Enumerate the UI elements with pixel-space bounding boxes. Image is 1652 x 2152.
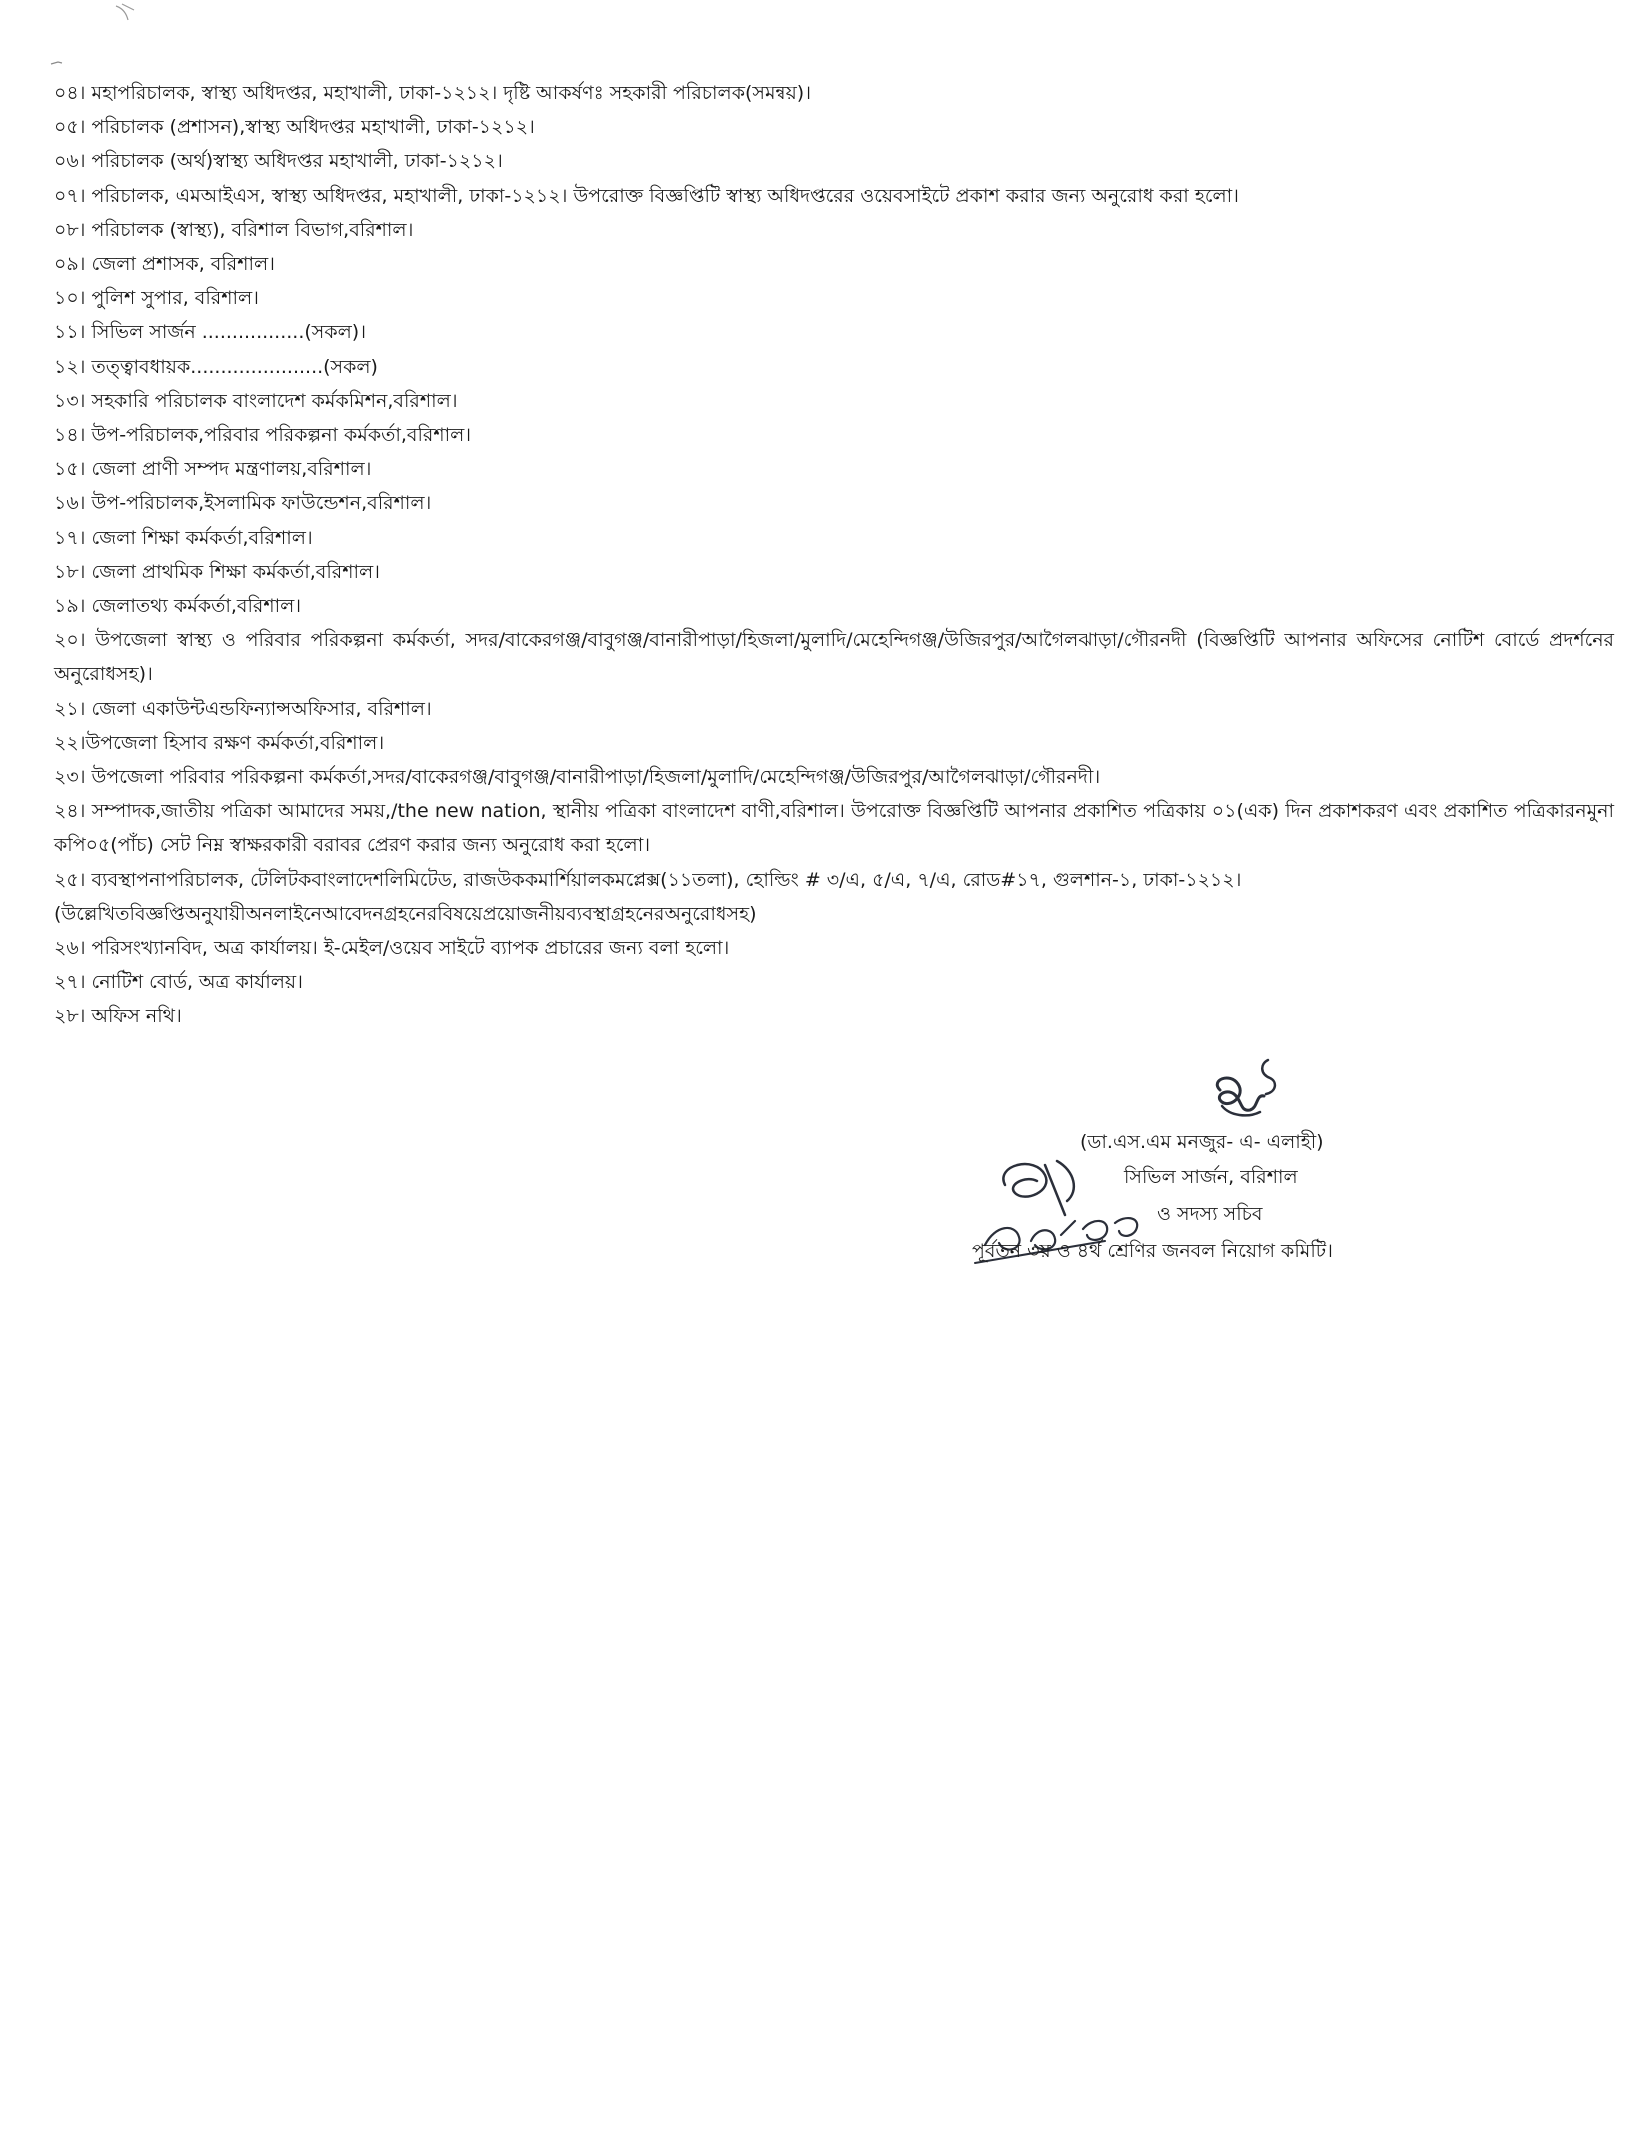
list-item: ১৯। জেলাতথ্য কর্মকর্তা,বরিশাল।	[54, 595, 302, 618]
signatory-role: ও সদস্য সচিব	[1157, 1203, 1263, 1225]
margin-mark	[50, 60, 64, 66]
list-item: ১৪। উপ-পরিচালক,পরিবার পরিকল্পনা কর্মকর্তা,বরিশাল।	[54, 424, 472, 447]
list-item: ১৫। জেলা প্রাণী সম্পদ মন্ত্রণালয়,বরিশাল।	[54, 458, 372, 481]
distribution-list	[54, 76, 1614, 1034]
signatory-name: (ডা.এস.এম মনজুর- এ- এলাহী)	[1080, 1131, 1324, 1153]
signatory-designation: সিভিল সার্জন, বরিশাল	[1124, 1166, 1298, 1188]
list-item: ২০। উপজেলা স্বাস্থ্য ও পরিবার পরিকল্পনা কর্মকর্তা, সদর/বাকেরগঞ্জ/বাবুগঞ্জ/বানারীপাড়া/হিজলা/মুলাদি/মেহেন্দিগঞ্জ/উজিরপুর/আগৈলঝাড়া/গৌরনদী (বিজ্ঞপ্তিটি আপনার অফিসের নোটিশ বোর্ডে প্রদর্শনের অনুরোধসহ)।	[54, 629, 1614, 686]
committee-name: পূর্বতন ৩য় ও ৪র্থ শ্রেণির জনবল নিয়োগ কমিটি।	[972, 1240, 1333, 1262]
list-item: ১৭। জেলা শিক্ষা কর্মকর্তা,বরিশাল।	[54, 526, 313, 549]
list-item: ১৩। সহকারি পরিচালক বাংলাদেশ কর্মকমিশন,বরিশাল।	[54, 389, 458, 412]
list-item: ০৭। পরিচালক, এমআইএস, স্বাস্থ্য অধিদপ্তর, মহাখালী, ঢাকা-১২১২। উপরোক্ত বিজ্ঞপ্তিটি স্বাস্থ্য অধিদপ্তরের ওয়েবসাইটে প্রকাশ করার জন্য অনুরোধ করা হলো।	[54, 184, 1239, 207]
list-item: ০৬। পরিচালক (অর্থ)স্বাস্থ্য অধিদপ্তর মহাখালী, ঢাকা-১২১২।	[54, 150, 503, 173]
list-item: ১১। সিভিল সার্জন .................(সকল)।	[54, 321, 367, 344]
list-item: ২২।উপজেলা হিসাব রক্ষণ কর্মকর্তা,বরিশাল।	[54, 731, 385, 754]
list-item: ১৬। উপ-পরিচালক,ইসলামিক ফাউন্ডেশন,বরিশাল।	[54, 492, 432, 515]
list-item: ২৪। সম্পাদক,জাতীয় পত্রিকা আমাদের সময়,/the new nation, স্থানীয় পত্রিকা বাংলাদেশ বাণী,বরিশাল। উপরোক্ত বিজ্ঞপ্তিটি আপনার প্রকাশিত পত্রিকায় ০১(এক) দিন প্রকাশকরণ এবং প্রকাশিত পত্রিকারনমুনা কপি০৫(পাঁচ) সেট নিম্ন স্বাক্ষরকারী বরাবর প্রেরণ করার জন্য অনুরোধ করা হলো।	[54, 800, 1614, 857]
list-item: ১০। পুলিশ সুপার, বরিশাল।	[54, 287, 259, 310]
list-item: ০৯। জেলা প্রশাসক, বরিশাল।	[54, 253, 275, 276]
list-item: ১৮। জেলা প্রাথমিক শিক্ষা কর্মকর্তা,বরিশাল।	[54, 560, 380, 583]
handwritten-date-initial	[975, 1145, 1175, 1265]
handwritten-signature	[1160, 1050, 1300, 1140]
list-item: ২৭। নোটিশ বোর্ড, অত্র কার্যালয়।	[54, 971, 303, 994]
list-item: ২৫। ব্যবস্থাপনাপরিচালক, টেলিটকবাংলাদেশলিমিটেড, রাজউককমার্শিয়ালকমপ্লেক্স(১১তলা), হোল্ডিং # ৩/এ, ৫/এ, ৭/এ, রোড#১৭, গুলশান-১, ঢাকা-১২১২।	[54, 868, 1242, 891]
list-item: ১২। তত্ত্বাবধায়ক......................(সকল)	[54, 355, 378, 378]
list-item-note: (উল্লেখিতবিজ্ঞপ্তিঅনুযায়ীঅনলাইনেআবেদনগ্রহনেরবিষয়েপ্রয়োজনীয়ব্যবস্থাগ্রহনেরঅনুরোধসহ)	[54, 902, 757, 925]
list-item: ০৮। পরিচালক (স্বাস্থ্য), বরিশাল বিভাগ,বরিশাল।	[54, 218, 414, 241]
list-item: ০৪। মহাপরিচালক, স্বাস্থ্য অধিদপ্তর, মহাখালী, ঢাকা-১২১২। দৃষ্টি আকর্ষণঃ সহকারী পরিচালক(সমন্বয়)।	[54, 82, 812, 104]
list-item: ২৬। পরিসংখ্যানবিদ, অত্র কার্যালয়। ই-মেইল/ওয়েব সাইটে ব্যাপক প্রচারের জন্য বলা হলো।	[54, 937, 730, 960]
corner-scribble	[112, 2, 138, 24]
list-item: ০৫। পরিচালক (প্রশাসন),স্বাস্থ্য অধিদপ্তর মহাখালী, ঢাকা-১২১২।	[54, 116, 535, 139]
list-item: ২৮। অফিস নথি।	[54, 1005, 182, 1028]
list-item: ২৩। উপজেলা পরিবার পরিকল্পনা কর্মকর্তা,সদর/বাকেরগঞ্জ/বাবুগঞ্জ/বানারীপাড়া/হিজলা/মুলাদি/মেহেন্দিগঞ্জ/উজিরপুর/আগৈলঝাড়া/গৌরনদী।	[54, 766, 1101, 789]
list-item: ২১। জেলা একাউন্টএন্ডফিন্যান্সঅফিসার, বরিশাল।	[54, 697, 432, 720]
